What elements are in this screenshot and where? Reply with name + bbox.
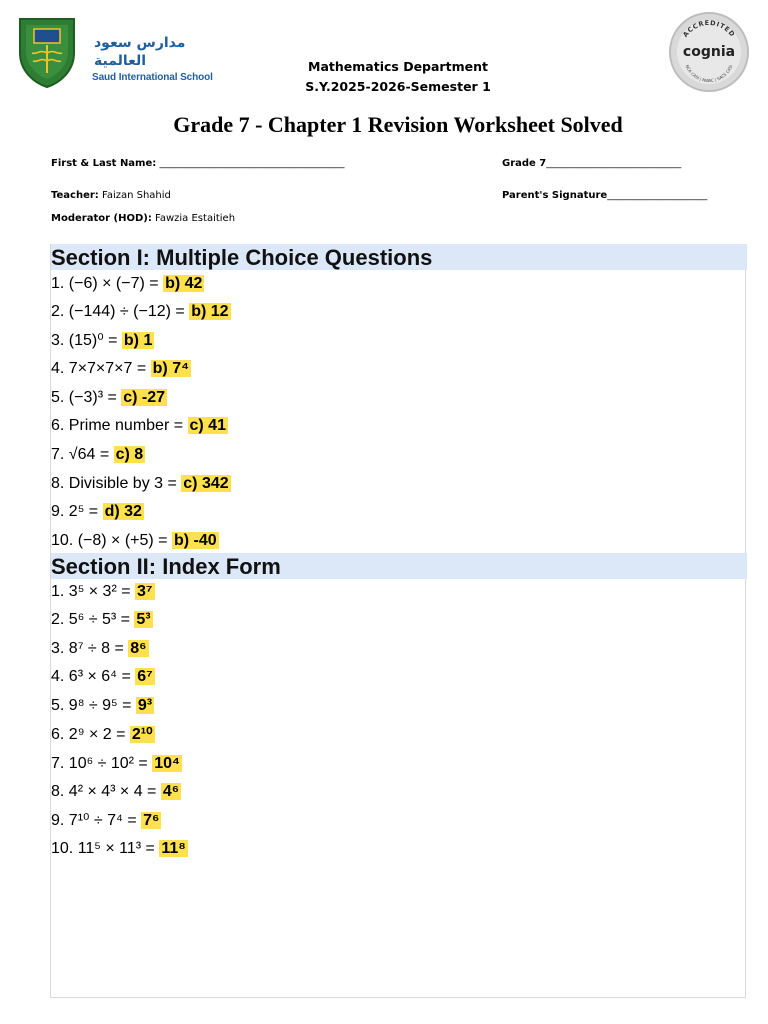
mcq-item: 4. 7×7×7×7 = b) 7⁴ <box>51 360 190 377</box>
mcq-item: 1. (−6) × (−7) = b) 42 <box>51 275 203 292</box>
mcq-item: 9. 2⁵ = d) 32 <box>51 503 142 520</box>
moderator-name: Fawzia Estaitieh <box>155 213 236 224</box>
school-name-english: Saud International School <box>92 72 213 83</box>
answer-highlight: 11⁸ <box>161 840 186 857</box>
school-year: S.Y.2025-2026-Semester 1 <box>305 79 491 94</box>
answer-highlight: b) 12 <box>191 303 229 320</box>
answer-highlight: 4⁶ <box>162 783 180 800</box>
cognia-subtext: NCA CASI | NWAC | SACS CASI <box>684 64 734 84</box>
school-name-arabic: مدارس سعود العالمية <box>94 35 186 69</box>
name-label: First & Last Name: <box>51 158 157 169</box>
index-item: 1. 3⁵ × 3² = 3⁷ <box>51 583 153 600</box>
index-item: 2. 5⁶ ÷ 5³ = 5³ <box>51 611 151 628</box>
mcq-item: 5. (−3)³ = c) -27 <box>51 389 166 406</box>
cognia-wordmark: cognia <box>682 44 736 60</box>
mcq-item: 3. (15)⁰ = b) 1 <box>51 332 153 349</box>
answer-highlight: b) -40 <box>173 532 217 549</box>
grade-line: ___________________________ <box>546 158 682 169</box>
index-item: 6. 2⁹ × 2 = 2¹⁰ <box>51 726 153 743</box>
answer-highlight: c) 8 <box>115 446 144 463</box>
page-title: Grade 7 - Chapter 1 Revision Worksheet Solved <box>173 112 623 137</box>
moderator-label: Moderator (HOD): <box>51 213 152 224</box>
mcq-item: 10. (−8) × (+5) = b) -40 <box>51 532 217 549</box>
answer-highlight: b) 1 <box>123 332 153 349</box>
school-name <box>92 34 217 83</box>
answer-highlight: 5³ <box>136 611 151 628</box>
worksheet-content-box <box>50 244 746 998</box>
section-1-heading: Section I: Multiple Choice Questions <box>51 244 747 270</box>
signature-field <box>502 190 707 201</box>
answer-highlight: c) 342 <box>183 475 229 492</box>
answer-highlight: 8⁶ <box>130 640 147 657</box>
signature-line: ____________________ <box>607 190 708 201</box>
answer-highlight: 6⁷ <box>137 668 153 685</box>
index-item: 10. 11⁵ × 11³ = 11⁸ <box>51 840 186 857</box>
teacher-name: Faizan Shahid <box>101 190 171 201</box>
answer-highlight: 2¹⁰ <box>131 726 153 743</box>
index-item: 5. 9⁸ ÷ 9⁵ = 9³ <box>51 697 153 714</box>
grade-field <box>502 158 681 169</box>
mcq-item: 6. Prime number = c) 41 <box>51 417 226 434</box>
accredited-text: ACCREDITED <box>681 18 737 39</box>
cognia-accreditation-logo <box>668 11 750 93</box>
signature-label: Parent's Signature <box>502 190 608 201</box>
answer-highlight: b) 42 <box>165 275 203 292</box>
index-item: 4. 6³ × 6⁴ = 6⁷ <box>51 668 153 685</box>
answer-highlight: 3⁷ <box>137 583 153 600</box>
answer-highlight: b) 7⁴ <box>152 360 190 377</box>
index-item: 9. 7¹⁰ ÷ 7⁴ = 7⁶ <box>51 812 160 829</box>
name-line: _____________________________________ <box>159 158 345 169</box>
school-logo <box>16 15 78 89</box>
mcq-item: 7. √64 = c) 8 <box>51 446 144 463</box>
answer-highlight: 10⁴ <box>154 755 180 772</box>
grade-label: Grade 7 <box>502 158 547 169</box>
answer-highlight: c) 41 <box>189 417 226 434</box>
answer-highlight: c) -27 <box>123 389 166 406</box>
moderator-field <box>51 213 235 224</box>
index-item: 3. 8⁷ ÷ 8 = 8⁶ <box>51 640 147 657</box>
answer-highlight: 9³ <box>137 697 153 714</box>
name-field <box>51 158 344 169</box>
teacher-field <box>51 190 171 201</box>
department-name: Mathematics Department <box>308 59 488 74</box>
index-item: 8. 4² × 4³ × 4 = 4⁶ <box>51 783 180 800</box>
answer-highlight: d) 32 <box>104 503 142 520</box>
index-item: 7. 10⁶ ÷ 10² = 10⁴ <box>51 755 180 772</box>
mcq-item: 8. Divisible by 3 = c) 342 <box>51 475 229 492</box>
department-header <box>300 57 496 97</box>
mcq-item: 2. (−144) ÷ (−12) = b) 12 <box>51 303 229 320</box>
teacher-label: Teacher: <box>51 190 99 201</box>
section-2-heading: Section II: Index Form <box>51 553 747 579</box>
answer-highlight: 7⁶ <box>143 812 160 829</box>
